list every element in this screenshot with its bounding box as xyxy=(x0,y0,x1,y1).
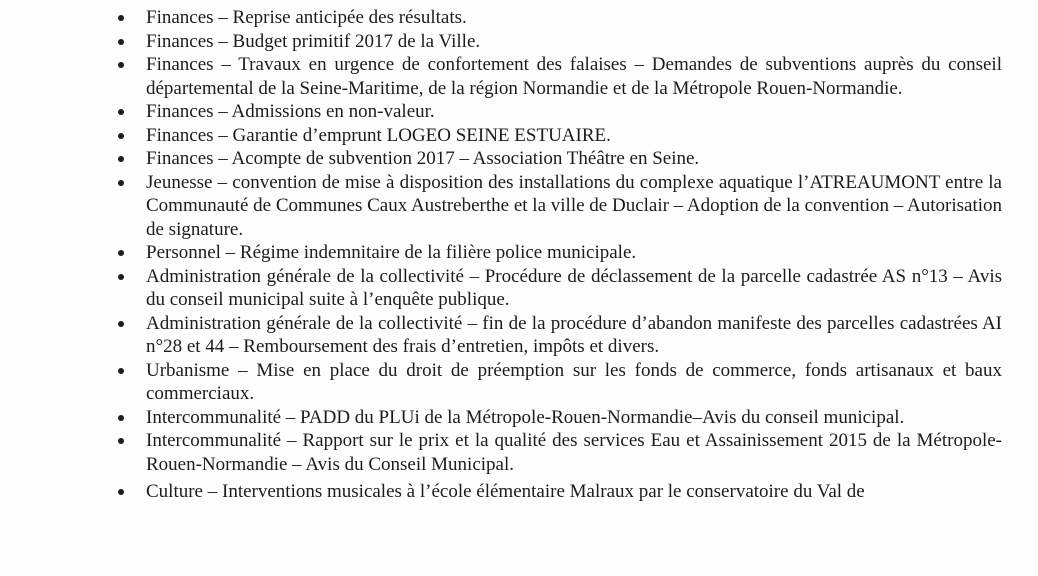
bullet-icon xyxy=(118,109,124,115)
list-item xyxy=(146,429,1002,476)
list-item xyxy=(146,480,1002,504)
bullet-icon xyxy=(118,133,124,139)
list-item xyxy=(146,265,1002,312)
list-item-text: Administration générale de la collectivité – fin de la procédure d’abandon manifeste des parcelles cadastrées AI n°28 et 44 – Remboursement des frais d’entretien, impôts et divers. xyxy=(146,312,1002,357)
list-item-text: Finances – Travaux en urgence de confortement des falaises – Demandes de subventions auprès du conseil départemental de la Seine-Maritime, de la région Normandie et de la Métropole Rouen-Normandie. xyxy=(146,54,1002,99)
bullet-icon xyxy=(118,250,124,256)
list-item-text: Finances – Reprise anticipée des résultats. xyxy=(146,7,467,28)
list-item-text: Jeunesse – convention de mise à disposition des installations du complexe aquatique l’ATREAUMONT entre la Communauté de Communes Caux Austreberthe et la ville de Duclair – Adoption de la convention – Autorisation de signature. xyxy=(146,171,1002,240)
agenda-list xyxy=(0,6,1038,504)
list-item xyxy=(146,359,1002,406)
list-item-text: Administration générale de la collectivité – Procédure de déclassement de la parcelle cadastrée AS n°13 – Avis du conseil municipal suite à l’enquête publique. xyxy=(146,265,1002,310)
bullet-icon xyxy=(118,39,124,45)
list-item xyxy=(146,124,1002,148)
list-item xyxy=(146,406,1002,430)
bullet-icon xyxy=(118,368,124,374)
list-item xyxy=(146,100,1002,124)
list-item-text: Finances – Budget primitif 2017 de la Ville. xyxy=(146,30,481,52)
list-item-text: Personnel – Régime indemnitaire de la filière police municipale. xyxy=(146,242,637,263)
list-item-text: Finances – Garantie d’emprunt LOGEO SEINE ESTUAIRE. xyxy=(146,124,611,146)
list-item xyxy=(146,30,1002,54)
list-item-text: Finances – Admissions en non-valeur. xyxy=(146,101,435,122)
bullet-icon xyxy=(118,489,124,495)
bullet-icon xyxy=(118,15,124,21)
bullet-icon xyxy=(118,415,124,421)
list-item-text: Intercommunalité – PADD du PLUi de la Métropole-Rouen-Normandie–Avis du conseil municipal. xyxy=(146,406,905,428)
list-item xyxy=(146,312,1002,359)
bullet-icon xyxy=(118,274,124,280)
list-item xyxy=(146,53,1002,100)
list-item xyxy=(146,241,1002,265)
bullet-icon xyxy=(118,62,124,68)
bullet-icon xyxy=(118,321,124,327)
list-item xyxy=(146,6,1002,30)
bullet-icon xyxy=(118,156,124,162)
list-item-text: Culture – Interventions musicales à l’école élémentaire Malraux par le conservatoire du Val de xyxy=(146,481,865,502)
list-item xyxy=(146,147,1002,171)
list-item xyxy=(146,171,1002,242)
list-item-text: Urbanisme – Mise en place du droit de préemption sur les fonds de commerce, fonds artisanaux et baux commerciaux. xyxy=(146,359,1002,404)
list-item-text: Finances – Acompte de subvention 2017 – Association Théâtre en Seine. xyxy=(146,148,700,169)
bullet-icon xyxy=(118,180,124,186)
list-item-text: Intercommunalité – Rapport sur le prix et la qualité des services Eau et Assainissement 2015 de la Métropole-Rouen-Normandie – Avis du Conseil Municipal. xyxy=(146,430,1002,475)
bullet-icon xyxy=(118,438,124,444)
